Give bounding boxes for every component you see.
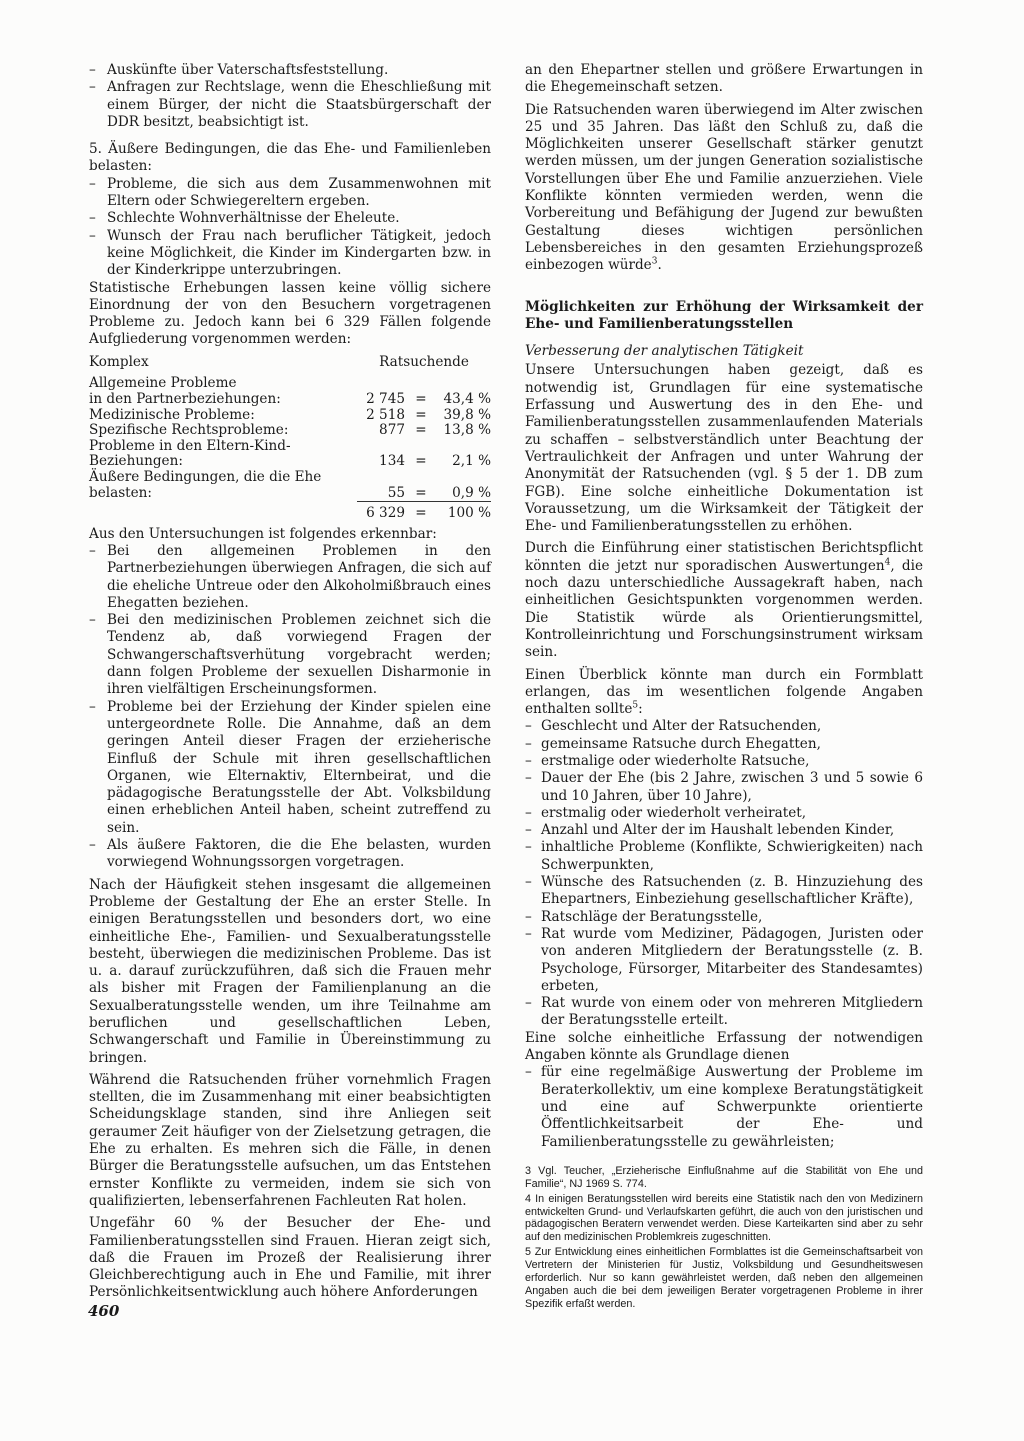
footnote-ref: 3 (651, 256, 658, 267)
equals-sign: = (415, 390, 427, 407)
subsection-heading: Verbesserung der analytischen Tätigkeit (525, 343, 804, 360)
right-column (525, 62, 923, 1313)
equals-sign: = (415, 453, 427, 470)
list-item: – Wunsch der Frau nach beruflicher Tätigkeit, jedoch keine Möglichkeit, die Kinder im Kindergarten bzw. in der Kinderkrippe unterzubringen. (89, 228, 491, 280)
footnote: 5 Zur Entwicklung eines einheitlichen Formblattes ist die Gemeinschaftsarbeit von Vertretern der Ministerien für Justiz, Volksbildung und Gesundheitswesen erforderlich. Nur so kann gewährleistet werden, daß neben den allgemeinen Angaben auch die bei dem jeweiligen Berater vorgetragenen Probleme in ihrer Spezifik erfaßt werden. (525, 1246, 923, 1310)
table-row (89, 392, 491, 408)
list-item: – Geschlecht und Alter der Ratsuchenden, (525, 718, 923, 735)
footnote-ref: 5 (632, 700, 639, 711)
total-count: 6 329 (357, 502, 411, 522)
paragraph: Ungefähr 60 % der Besucher der Ehe- und Familienberatungsstellen sind Frauen. Hieran zeigt sich, daß die Frauen im Prozeß der Realisierung ihrer Gleichberechtigung auch in Ehe und Familie, mit ihrer Persönlichkeitsentwicklung auch höhere Anforderungen (89, 1215, 491, 1301)
paragraph: Statistische Erhebungen lassen keine völlig sichere Einordnung der von den Besuchern vorgetragenen Probleme zu. Jedoch kann bei 6 329 Fällen folgende Aufgliederung vorgenommen werden: (89, 279, 491, 348)
table-row (89, 423, 491, 439)
page-number: 460 (88, 1302, 120, 1320)
list-item: – inhaltliche Probleme (Konflikte, Schwierigkeiten) nach Schwerpunkten, (525, 839, 923, 874)
footnotes (525, 1165, 923, 1311)
list-item: – Wünsche des Ratsuchenden (z. B. Hinzuziehung des Ehepartners, Einbeziehung gesellschaftlicher Kräfte), (525, 874, 923, 909)
list-item: – Probleme bei der Erziehung der Kinder spielen eine untergeordnete Rolle. Die Annahme, daß an dem geringen Anteil dieser Fragen der erzieherische Einfluß der Schule mit ihren gesellschaftlichen Organen, wie Elternaktiv, Elternbeirat, und die pädagogische Beratungsstelle der Abt. Volksbildung einen erheblichen Anteil haben, scheint zutreffend zu sein. (89, 699, 491, 837)
list-item: – Bei den medizinischen Problemen zeichnet sich die Tendenz ab, daß vorwiegend Fragen der Schwangerschaftsverhütung vorgebracht werden; dann folgen Probleme der sexuellen Disharmonie in ihren vielfältigen Erscheinungsformen. (89, 612, 491, 698)
table-row (89, 439, 491, 455)
list-item: – erstmalige oder wiederholte Ratsuche, (525, 753, 923, 770)
table-row (89, 486, 491, 502)
list-item: – erstmalig oder wiederholt verheiratet, (525, 805, 923, 822)
list-item: – Probleme, die sich aus dem Zusammenwohnen mit Eltern oder Schwiegereltern ergeben. (89, 176, 491, 211)
table-cell-percent: 39,8 % (443, 406, 491, 423)
table-cell-label: Allgemeine Probleme (89, 375, 237, 392)
list-item: – Anzahl und Alter der im Haushalt lebenden Kinder, (525, 822, 923, 839)
paragraph: Durch die Einführung einer statistischen Berichtspflicht könnten die jetzt nur sporadischen Auswertungen$^4$, die noch dazu unterschiedliche Aussagekraft haben, nach einheitlichen Gesichtspunkten vorgenommen werden. Die Statistik würde als Orientierungsmittel, Kontrolleinrichtung und Forschungsinstrument wirksam sein. (525, 540, 923, 661)
paragraph: Einen Überblick könnte man durch ein Formblatt erlangen, das im wesentlichen folgende Angaben enthalten sollte$^5$: (525, 666, 923, 718)
section-heading: 5. Äußere Bedingungen, die das Ehe- und Familienleben belasten: (89, 141, 491, 175)
footnote: 4 In einigen Beratungsstellen wird bereits eine Statistik nach den von Medizinern entwickelten Grund- und Verlaufskarten geführt, die auch von den juristischen und pädagogischen Beratern verwendet werden. Diese Karteikarten sind aber zu sehr auf den medizinischen Problemkreis zugeschnitten. (525, 1192, 923, 1244)
table-cell-count: 877 (379, 422, 405, 439)
table-header-ratsuchende: Ratsuchende (379, 353, 469, 370)
table-cell-percent: 43,4 % (443, 390, 491, 407)
paragraph: Die Ratsuchenden waren überwiegend im Alter zwischen 25 und 35 Jahren. Das läßt den Schluß zu, daß die Möglichkeiten unserer Gesellschaft stärker genutzt werden müssen, um der jungen Generation sozialistische Vorstellungen über Ehe und Familie anzuerziehen. Viele Konflikte könnten vermieden werden, wenn die Vorbereitung und Befähigung der Jugend zur bewußten Gestaltung dieses wichtigen persönlichen Lebensbereiches in den gesamten Erziehungsprozeß einbezogen würde$^3$. (525, 101, 923, 274)
table-cell-percent: 0,9 % (452, 484, 491, 501)
equals-sign: = (415, 484, 427, 501)
paragraph: Unsere Untersuchungen haben gezeigt, daß es notwendig ist, Grundlagen für eine systematische Erfassung und Auswertung des in den Ehe- und Familienberatungsstellen zusammenlaufenden Materials zu schaffen – selbstverständlich unter Beachtung der Vertraulichkeit der Anfragen und unter Wahrung der Anonymität der Ratsuchenden (vgl. § 5 der 1. DB zum FGB). Eine solche einheitliche Dokumentation ist Voraussetzung, um die Wirksamkeit der Tätigkeit der Ehe- und Familienberatungsstellen zu erhöhen. (525, 362, 923, 535)
table-total-row (89, 502, 491, 522)
table-cell-label: belasten: (89, 485, 153, 501)
equals-sign: = (411, 502, 431, 522)
paragraph: Aus den Untersuchungen ist folgendes erkennbar: (89, 525, 437, 542)
paragraph: Eine solche einheitliche Erfassung der notwendigen Angaben könnte als Grundlage dienen (525, 1029, 923, 1064)
list-item: – Ratschläge der Beratungsstelle, (525, 909, 923, 926)
list-item: – Als äußere Faktoren, die die Ehe belasten, wurden vorwiegend Wohnungssorgen vorgetragen. (89, 837, 491, 872)
total-percent: 100 % (431, 502, 491, 522)
table-cell-count: 55 (387, 484, 405, 501)
table-cell-label: Äußere Bedingungen, die die Ehe (89, 468, 322, 485)
section-heading: Möglichkeiten zur Erhöhung der Wirksamkeit der Ehe- und Familienberatungsstellen (525, 298, 923, 332)
list-item: – für eine regelmäßige Auswertung der Probleme im Beraterkollektiv, um eine komplexe Beratungstätigkeit und eine auf Schwerpunkte orientierte Öffentlichkeitsarbeit der Ehe- und Familienberatungsstelle zu gewährleisten; (525, 1064, 923, 1150)
table-cell-percent: 2,1 % (452, 453, 491, 470)
table-cell-count: 134 (379, 453, 405, 470)
equals-sign: = (415, 406, 427, 423)
footnote: 3 Vgl. Teucher, „Erzieherische Einflußnahme auf die Stabilität von Ehe und Familie“, NJ 1969 S. 774. (525, 1164, 923, 1190)
table-header-complex: Komplex (89, 353, 149, 370)
table-cell-label: Spezifische Rechtsprobleme: (89, 422, 289, 439)
table-row (89, 454, 491, 470)
table-cell-label: Beziehungen: (89, 453, 183, 470)
table-cell-label: Probleme in den Eltern-Kind- (89, 437, 291, 454)
footnote-ref: 4 (884, 557, 891, 568)
table-cell-count: 2 745 (366, 390, 405, 407)
paragraph: an den Ehepartner stellen und größere Erwartungen in die Ehegemeinschaft setzen. (525, 62, 923, 96)
statistics-table (89, 355, 491, 522)
list-item: – Bei den allgemeinen Problemen in den Partnerbeziehungen überwiegen Anfragen, die sich auf die eheliche Untreue oder den Alkoholmißbrauch eines Ehegatten beziehen. (89, 543, 491, 612)
table-cell-label: in den Partnerbeziehungen: (89, 390, 281, 407)
left-column (89, 62, 491, 1302)
table-row (89, 376, 491, 392)
table-row (89, 408, 491, 424)
paragraph: Nach der Häufigkeit stehen insgesamt die allgemeinen Probleme der Gestaltung der Ehe an erster Stelle. In einigen Beratungsstellen und besonders dort, wo eine einheitliche Ehe-, Familien- und Sexualberatungsstelle besteht, überwiegen die medizinischen Probleme. Das ist u. a. darauf zurückzuführen, daß sich die Frauen mehr als bisher mit Fragen der Familienplanung an die Sexualberatungsstelle wenden, um ihre Teilnahme am beruflichen und gesellschaftlichen Leben, Schwangerschaft und Familie in Übereinstimmung zu bringen. (89, 876, 491, 1066)
list-item: – Rat wurde vom Mediziner, Pädagogen, Juristen oder von anderen Mitgliedern der Beratungsstelle (z. B. Psychologe, Fürsorger, Mitarbeiter des Standesamtes) erbeten, (525, 926, 923, 995)
table-header-row (89, 355, 491, 377)
list-item: – Dauer der Ehe (bis 2 Jahre, zwischen 3 und 5 sowie 6 und 10 Jahren, über 10 Jahre), (525, 770, 923, 805)
paragraph: Während die Ratsuchenden früher vornehmlich Fragen stellten, die im Zusammenhang mit einer beabsichtigten Scheidungsklage standen, sind ihre Anliegen seit geraumer Zeit häufiger von der Zielsetzung getragen, die Ehe zu erhalten. Es mehren sich die Fälle, in denen Bürger die Beratungsstelle aufsuchen, um das Entstehen ernster Konflikte zu vermeiden, indem sie sich von qualifizierten, lebenserfahrenen Fachleuten Rat holen. (89, 1071, 491, 1209)
list-item: – Schlechte Wohnverhältnisse der Eheleute. (89, 210, 491, 227)
table-cell-count: 2 518 (366, 406, 405, 423)
table-cell-label: Medizinische Probleme: (89, 406, 255, 423)
equals-sign: = (415, 422, 427, 439)
list-item: – Rat wurde von einem oder von mehreren Mitgliedern der Beratungsstelle erteilt. (525, 995, 923, 1030)
table-row (89, 470, 491, 486)
list-item: – gemeinsame Ratsuche durch Ehegatten, (525, 736, 923, 753)
list-item: – Auskünfte über Vaterschaftsfeststellung. (89, 62, 491, 79)
list-item: – Anfragen zur Rechtslage, wenn die Eheschließung mit einem Bürger, der nicht die Staatsbürgerschaft der DDR besitzt, beabsichtigt ist. (89, 79, 491, 131)
table-cell-percent: 13,8 % (443, 422, 491, 439)
